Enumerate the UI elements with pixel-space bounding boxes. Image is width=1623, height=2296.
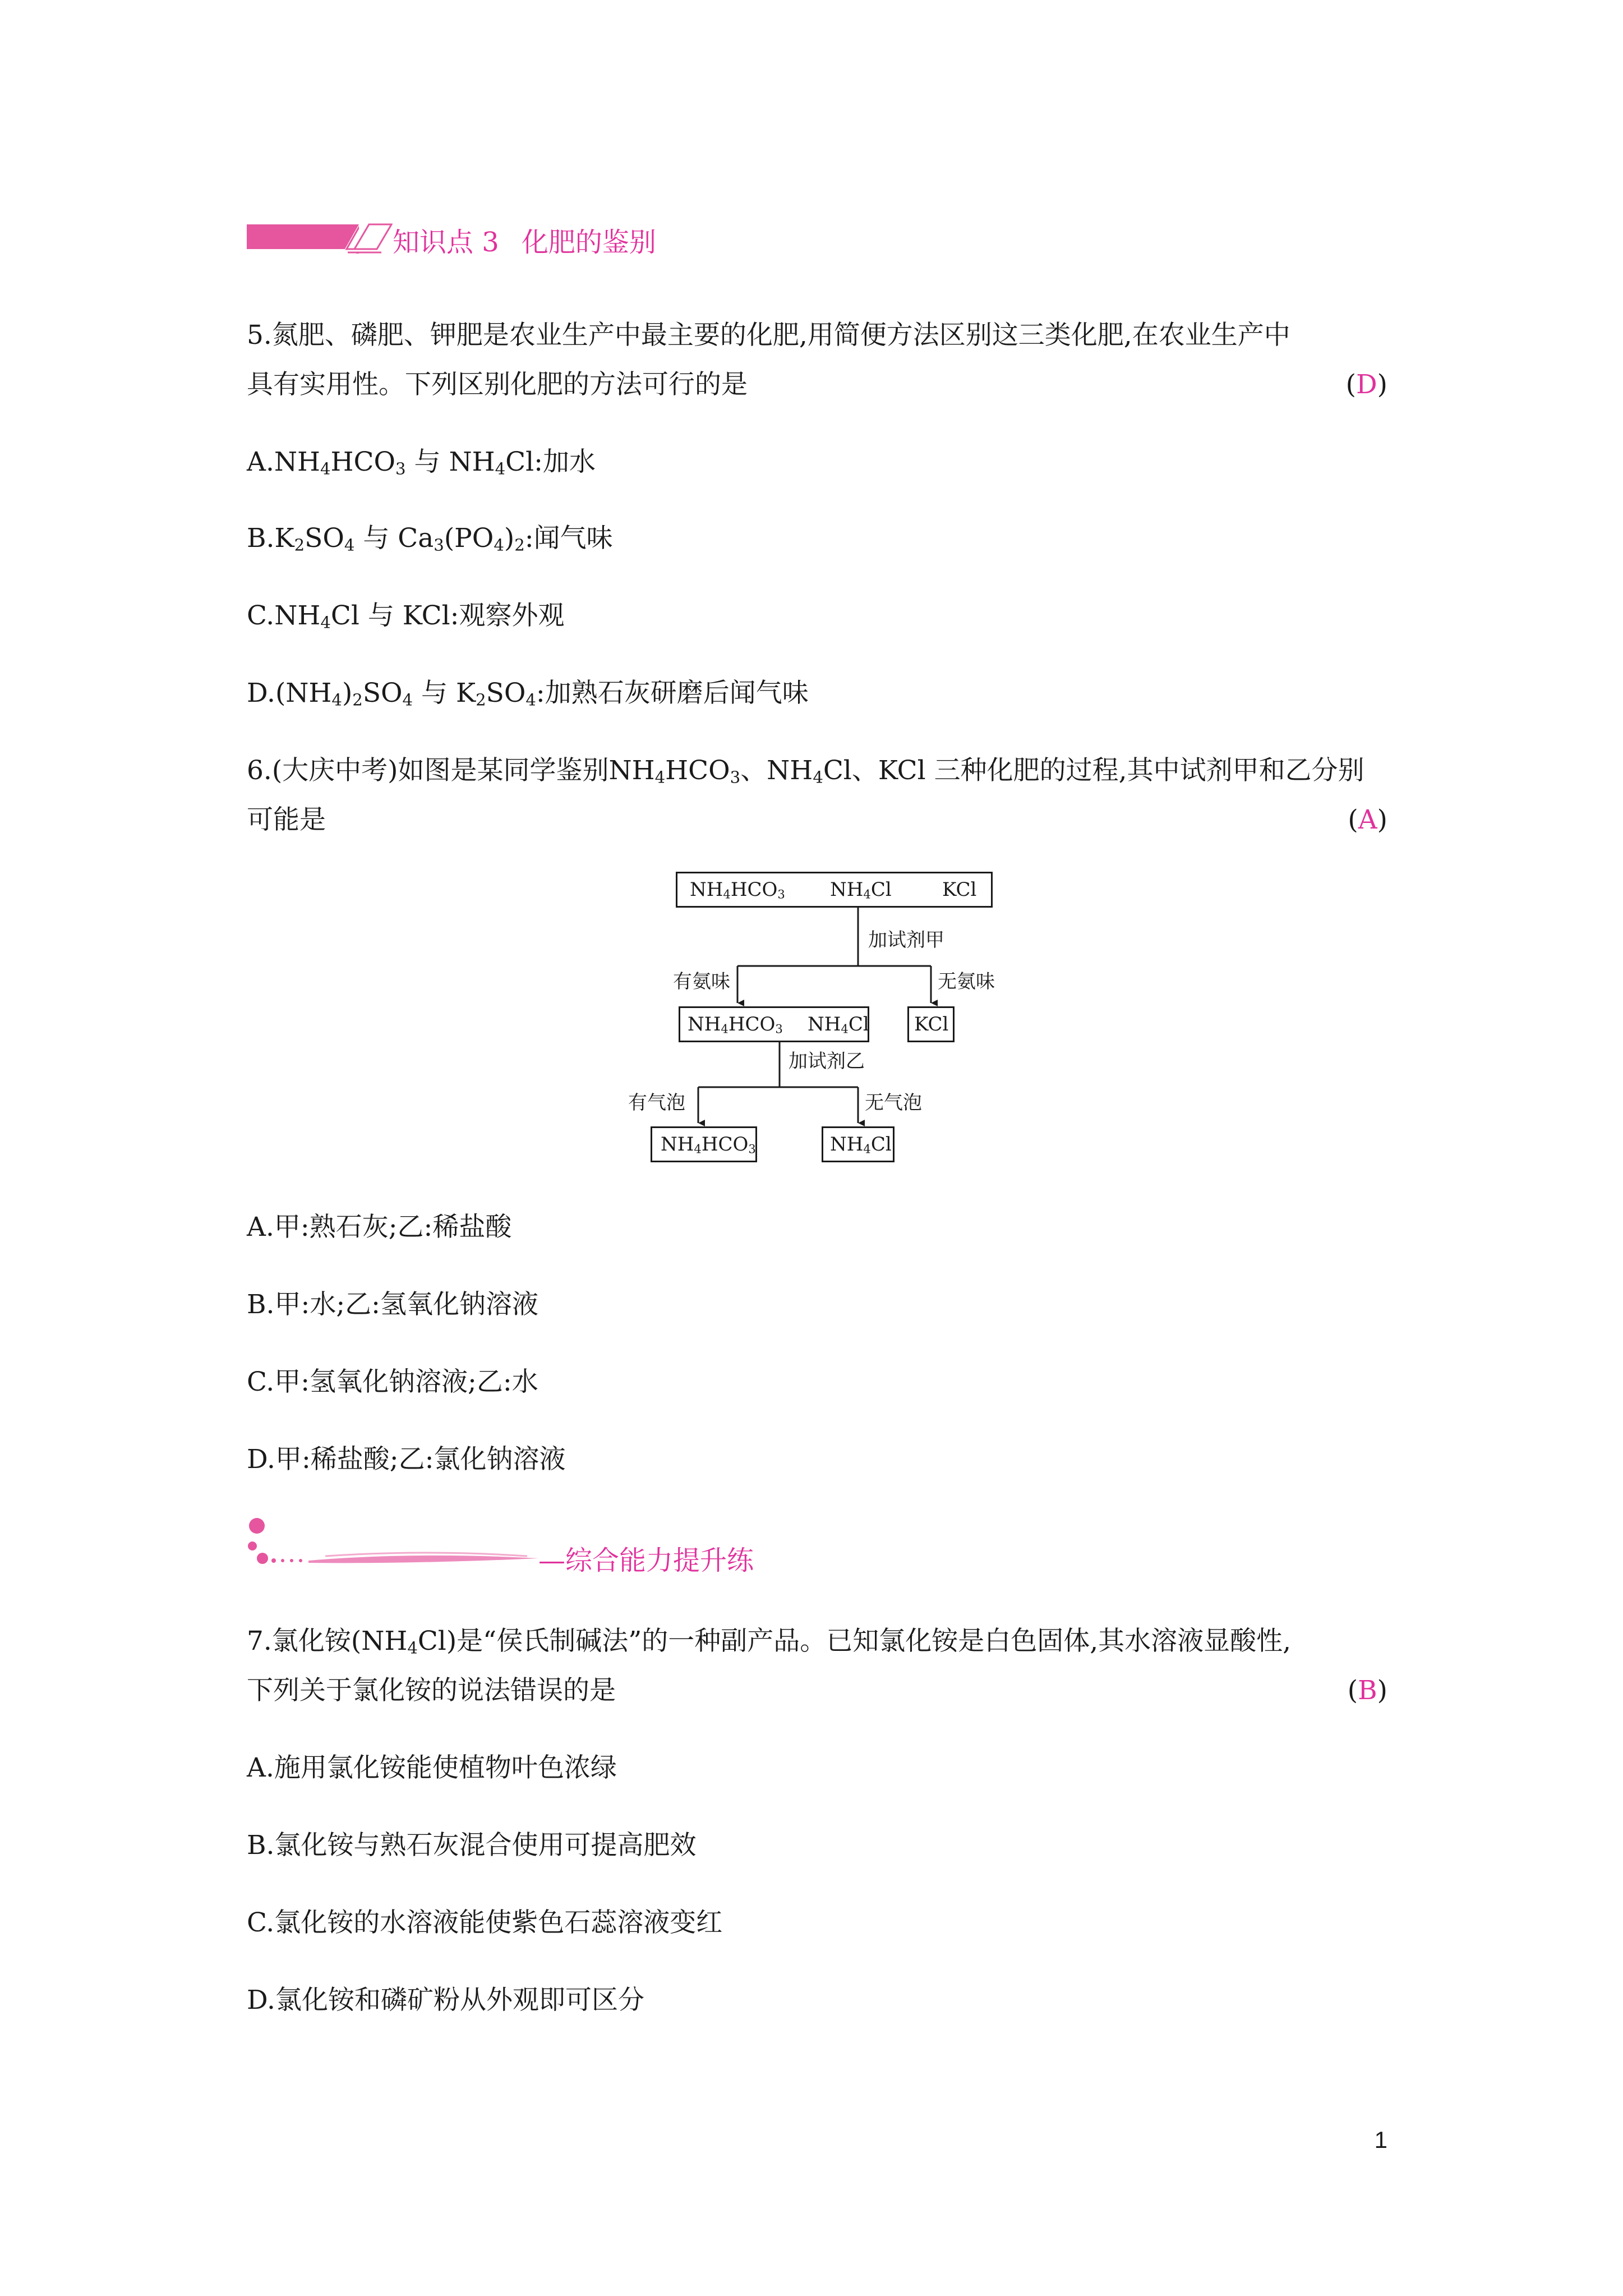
- section-name: 化肥的鉴别: [521, 227, 656, 258]
- diagram-branch-no-ammonia: 无氨味: [938, 970, 995, 993]
- identification-flow-diagram: [628, 869, 1004, 1172]
- diagram-label-nh4hco3: $NH_4HCO_3$: [690, 878, 785, 901]
- section-title: [393, 226, 656, 259]
- diagram-label-nh4hco3-2: $NH_4HCO_3$: [688, 1013, 783, 1036]
- diagram-label-nh4hco3-3: $NH_4HCO_3$: [661, 1133, 756, 1156]
- q6-stem-line2: 可能是: [247, 804, 326, 835]
- section-header-bar-tail: [348, 220, 393, 256]
- q5-option-c: $C.NH_4Cl$ 与 KCl:观察外观: [247, 600, 565, 632]
- q6-option-d: D.甲:稀盐酸;乙:氯化钠溶液: [247, 1444, 566, 1475]
- q6-option-a: A.甲:熟石灰;乙:稀盐酸: [247, 1212, 512, 1243]
- q7-option-a: A.施用氯化铵能使植物叶色浓绿: [247, 1752, 617, 1783]
- q6-option-b: B.甲:水;乙:氢氧化钠溶液: [247, 1289, 538, 1320]
- diagram-label-nh4cl-3: $NH_4Cl$: [830, 1133, 892, 1156]
- section-number: 知识点 3: [393, 227, 499, 258]
- diagram-label-nh4cl-2: $NH_4Cl$: [808, 1013, 869, 1036]
- q7-answer-letter: B: [1358, 1675, 1377, 1706]
- q7-option-d: D.氯化铵和磷矿粉从外观即可区分: [247, 1985, 644, 2016]
- q6-option-c: C.甲:氢氧化钠溶液;乙:水: [247, 1366, 538, 1397]
- section2-decoration: [247, 1513, 550, 1575]
- q7-stem-line1: 7.氯化铵$(NH_4Cl)$是“侯氏制碱法”的一种副产品。已知氯化铵是白色固体,其水溶液显酸性,: [247, 1626, 1292, 1658]
- diagram-branch-no-bubbles: 无气泡: [865, 1092, 922, 1114]
- q6-stem-line1: 6.(大庆中考)如图是某同学鉴别$NH_4HCO_3$、$NH_4Cl$、KCl 三种化肥的过程,其中试剂甲和乙分别: [247, 755, 1364, 787]
- section2-title-text: 综合能力提升练: [565, 1545, 754, 1576]
- q5-stem-line2: 具有实用性。下列区别化肥的方法可行的是: [247, 369, 748, 400]
- q5-option-b: $B.K_2SO_4$ 与 $Ca_3(PO_4)_2$:闻气味: [247, 523, 613, 555]
- q7-answer: (B): [1347, 1675, 1387, 1706]
- diagram-reagent-1: 加试剂甲: [868, 929, 944, 951]
- q7-option-b: B.氯化铵与熟石灰混合使用可提高肥效: [247, 1830, 697, 1861]
- diagram-label-nh4cl: $NH_4Cl$: [830, 878, 892, 901]
- section2-title: —综合能力提升练: [538, 1545, 754, 1576]
- q5-stem-line1: 5.氮肥、磷肥、钾肥是农业生产中最主要的化肥,用简便方法区别这三类化肥,在农业生产中: [247, 320, 1290, 351]
- q5-option-a: $A.NH_4HCO_3$ 与 $NH_4Cl$:加水: [247, 447, 596, 478]
- q5-answer-letter: D: [1355, 369, 1377, 400]
- section-header-bar: [247, 220, 359, 254]
- diagram-branch-bubbles: 有气泡: [628, 1092, 685, 1114]
- page-number: 1: [1374, 2127, 1387, 2153]
- diagram-branch-has-ammonia: 有氨味: [673, 970, 730, 993]
- diagram-label-kcl-2: KCl: [914, 1013, 949, 1036]
- q6-answer-letter: A: [1358, 804, 1377, 835]
- diagram-label-kcl: KCl: [942, 878, 977, 901]
- q7-option-c: C.氯化铵的水溶液能使紫色石蕊溶液变红: [247, 1907, 723, 1938]
- q6-answer: (A): [1348, 804, 1387, 835]
- q5-answer: (D): [1345, 369, 1387, 400]
- q7-stem-line2: 下列关于氯化铵的说法错误的是: [247, 1675, 616, 1706]
- q5-option-d: $D.(NH_4)_2SO_4$ 与 $K_2SO_4$:加熟石灰研磨后闻气味: [247, 678, 809, 710]
- diagram-reagent-2: 加试剂乙: [789, 1050, 865, 1073]
